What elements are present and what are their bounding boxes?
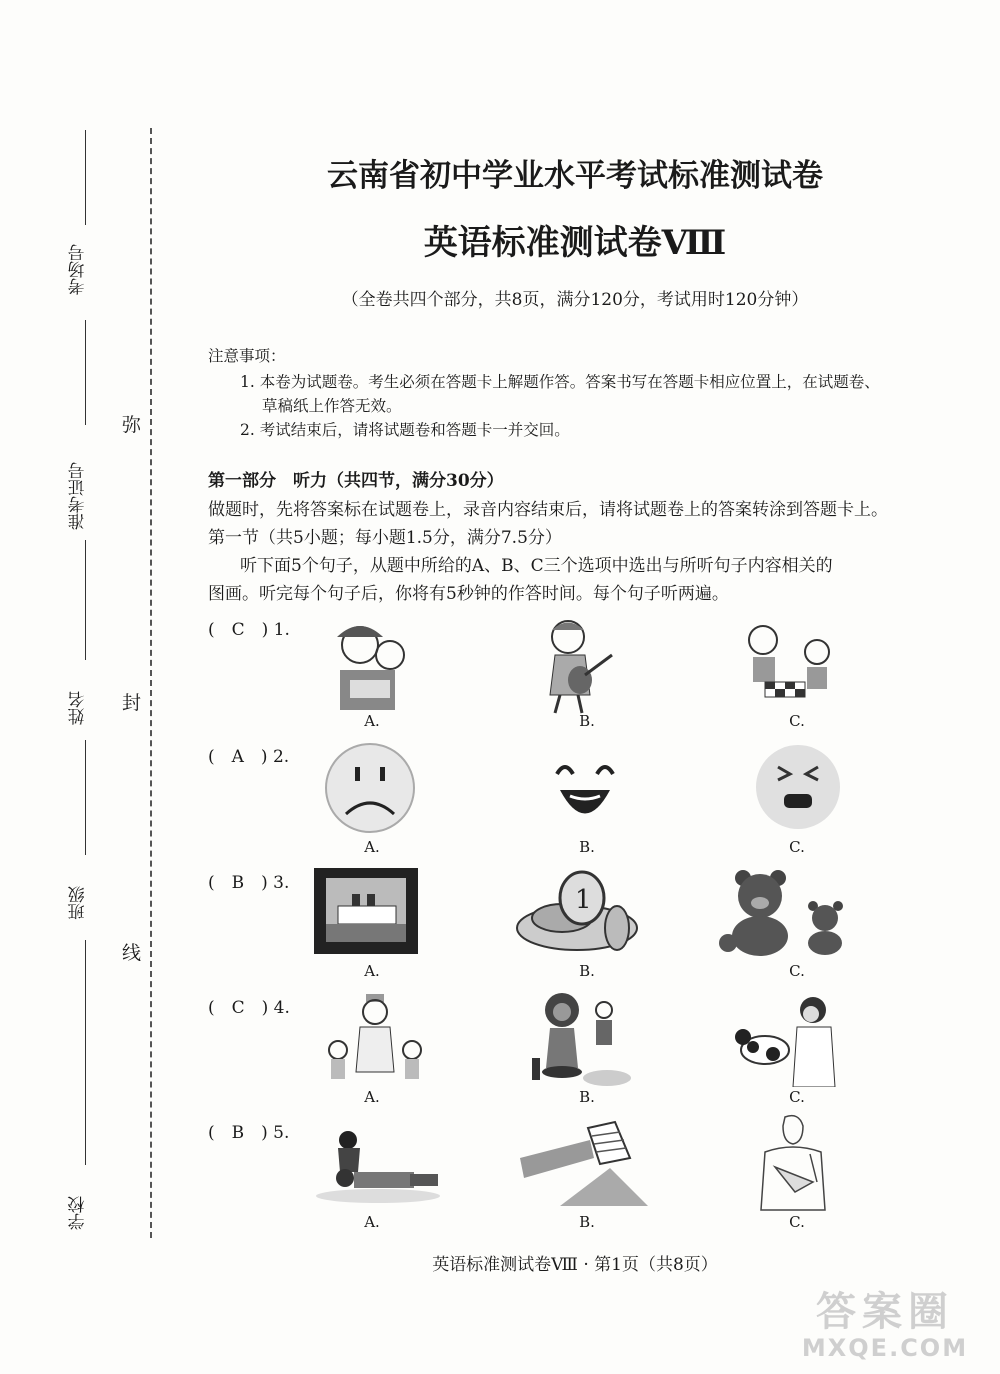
q2-option-c-label: C. bbox=[789, 838, 805, 856]
question-4-label: ( C ) 4. bbox=[208, 998, 290, 1018]
seal-char-xian: 线 bbox=[122, 942, 142, 964]
exam-title: 云南省初中学业水平考试标准测试卷 bbox=[327, 158, 823, 194]
q4-option-c-vet-dog-image bbox=[735, 992, 845, 1087]
q3-option-a-label: A. bbox=[364, 962, 380, 980]
q2-option-c-crying-face-image bbox=[748, 742, 848, 832]
q3-option-c-label: C. bbox=[789, 962, 805, 980]
notice-heading: 注意事项： bbox=[208, 347, 286, 365]
q3-option-c-teddy-bears-image bbox=[718, 868, 853, 958]
q4-option-a-nurse-children-image bbox=[320, 992, 430, 1087]
q2-option-b-laughing-face-image bbox=[545, 752, 625, 832]
part1-instruction: 做题时，先将答案标在试题卷上，录音内容结束后，请将试题卷上的答案转涂到答题卡上。 bbox=[208, 500, 888, 520]
school-label: 学校 bbox=[68, 1196, 89, 1230]
q5-option-c-arm-sling-image bbox=[755, 1112, 835, 1212]
q5-option-a-label: A. bbox=[364, 1213, 380, 1231]
name-label: 姓名 bbox=[68, 691, 89, 725]
seal-char-feng: 封 bbox=[122, 692, 142, 714]
q1-option-c-image bbox=[735, 612, 845, 707]
svg-text:1: 1 bbox=[575, 885, 592, 915]
class-line bbox=[85, 740, 86, 855]
notice-item-1: 1. 本卷为试题卷。考生必须在答题卡上解题作答。答案书写在答题卡相应位置上，在试题卷、 bbox=[240, 373, 880, 391]
question-2-label: ( A ) 2. bbox=[208, 747, 290, 767]
q2-option-b-label: B. bbox=[579, 838, 595, 856]
q2-option-a-sad-face-image bbox=[320, 742, 420, 834]
watermark-logo bbox=[775, 1290, 995, 1370]
directions-line-1: 听下面5个句子，从题中所给的A、B、C三个选项中选出与所听句子内容相关的 bbox=[240, 556, 833, 576]
exam-room-label: 考场号 bbox=[68, 244, 89, 295]
q4-option-b-label: B. bbox=[579, 1088, 595, 1106]
page-footer: 英语标准测试卷Ⅷ · 第1页（共8页） bbox=[432, 1255, 718, 1275]
q3-option-a-stamp-image bbox=[312, 866, 420, 956]
q5-option-b-bandaged-leg-image bbox=[520, 1118, 650, 1208]
q1-option-c-label: C. bbox=[789, 712, 805, 730]
directions-line-2: 图画。听完每个句子后，你将有5秒钟的作答时间。每个句子听两遍。 bbox=[208, 584, 729, 604]
q1-option-b-label: B. bbox=[579, 712, 595, 730]
question-5-label: ( B ) 5. bbox=[208, 1123, 290, 1143]
notice-item-1-cont: 草稿纸上作答无效。 bbox=[262, 397, 402, 415]
ticket-number-line bbox=[85, 320, 86, 425]
q3-option-b-coins-image bbox=[512, 868, 642, 958]
watermark-line-2: MXQE.COM bbox=[801, 1334, 969, 1362]
q1-option-b-image bbox=[530, 615, 620, 715]
exam-info: （全卷共四个部分，共8页，满分120分，考试用时120分钟） bbox=[341, 290, 809, 310]
q4-option-c-label: C. bbox=[789, 1088, 805, 1106]
q2-option-a-label: A. bbox=[364, 838, 380, 856]
section1-heading: 第一节（共5小题；每小题1.5分，满分7.5分） bbox=[208, 528, 562, 548]
exam-subtitle: 英语标准测试卷Ⅷ bbox=[423, 223, 727, 263]
q5-option-b-label: B. bbox=[579, 1213, 595, 1231]
name-line bbox=[85, 540, 86, 660]
question-1-label: ( C ) 1. bbox=[208, 620, 290, 640]
watermark-line-1: 答案圈 bbox=[816, 1289, 954, 1335]
q5-option-a-first-aid-image bbox=[310, 1130, 445, 1205]
q4-option-a-label: A. bbox=[364, 1088, 380, 1106]
question-3-label: ( B ) 3. bbox=[208, 873, 290, 893]
q4-option-b-circus-image bbox=[532, 990, 632, 1088]
ticket-number-label: 准考证号 bbox=[68, 462, 89, 530]
part1-heading: 第一部分 听力（共四节，满分30分） bbox=[208, 471, 504, 491]
seal-char-mi: 弥 bbox=[122, 414, 142, 436]
q5-option-c-label: C. bbox=[789, 1213, 805, 1231]
q1-option-a-image bbox=[315, 615, 425, 715]
q1-option-a-label: A. bbox=[364, 712, 380, 730]
class-label: 班级 bbox=[68, 886, 89, 920]
notice-item-2: 2. 考试结束后，请将试题卷和答题卡一并交回。 bbox=[240, 421, 570, 439]
q3-option-b-label: B. bbox=[579, 962, 595, 980]
school-line bbox=[85, 940, 86, 1165]
